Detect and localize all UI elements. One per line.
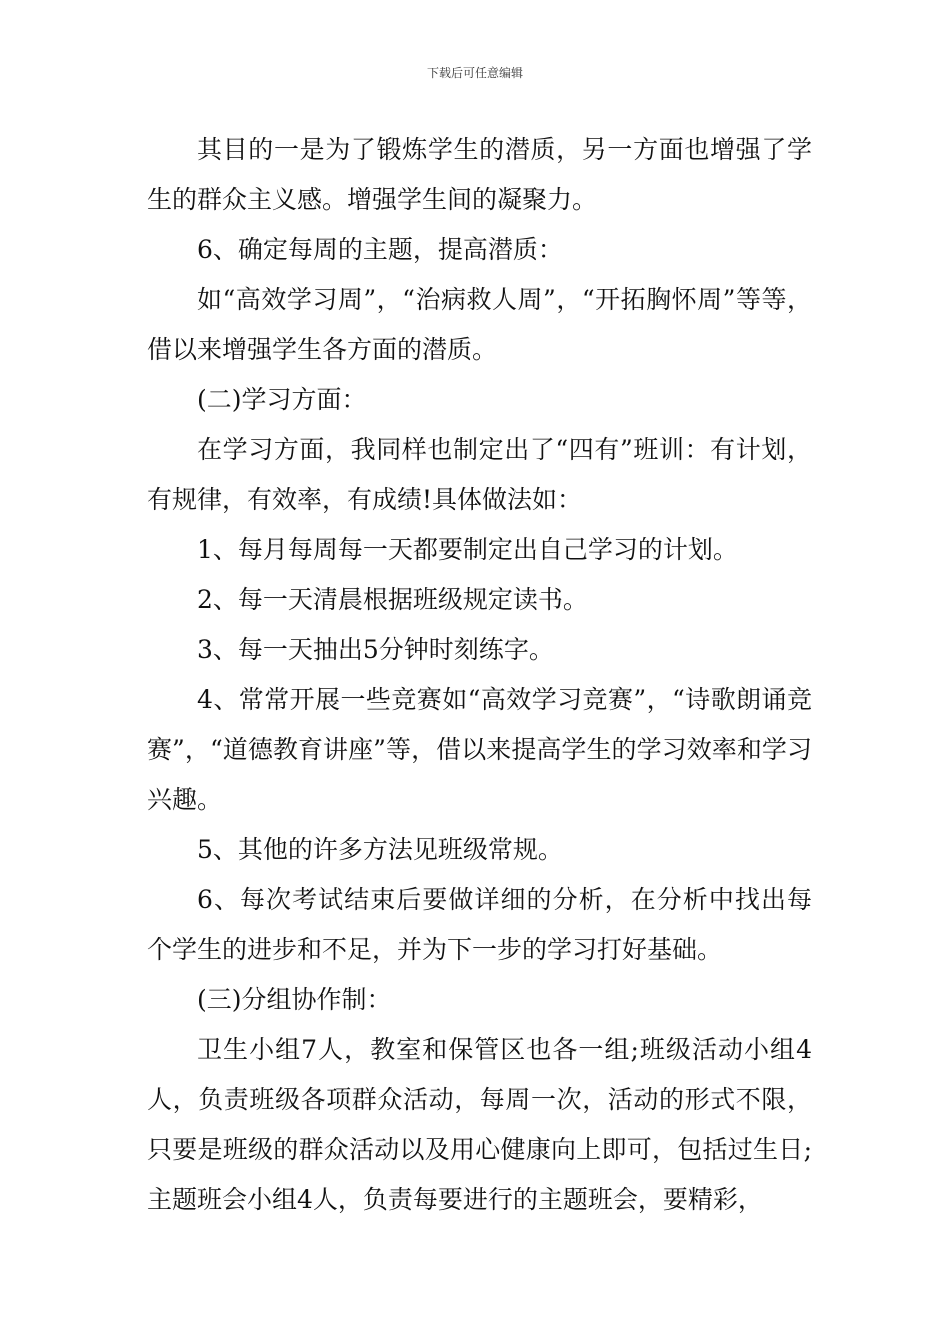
paragraph-purpose: 其目的一是为了锻炼学生的潜质，另一方面也增强了学生的群众主义感。增强学生间的凝聚力。 (147, 135, 812, 214)
document-body (147, 125, 812, 1225)
page-header: 下载后可任意编辑 (426, 66, 523, 80)
section-heading-groups: (三)分组协作制： (197, 985, 392, 1014)
paragraph-weekly-theme-examples: 如“高效学习周”，“治病救人周”，“开拓胸怀周”等等，借以来增强学生各方面的潜质。 (147, 285, 812, 364)
paragraph-study-motto: 在学习方面，我同样也制定出了“四有”班训：有计划，有规律，有效率，有成绩!具体做法如： (147, 435, 812, 514)
list-item-study-1: 1、每月每周每一天都要制定出自己学习的计划。 (197, 535, 738, 564)
section-heading-study: (二)学习方面： (197, 385, 367, 414)
paragraph-groups-detail: 卫生小组7人，教室和保管区也各一组;班级活动小组4人，负责班级各项群众活动，每周一次，活动的形式不限，只要是班级的群众活动以及用心健康向上即可，包括过生日;主题班会小组4人，负责每要进行的主题班会，要精彩， (147, 1035, 812, 1214)
paragraph-weekly-theme-heading: 6、确定每周的主题，提高潜质： (197, 235, 563, 264)
list-item-study-2: 2、每一天清晨根据班级规定读书。 (197, 585, 588, 614)
list-item-study-3: 3、每一天抽出5分钟时刻练字。 (197, 635, 554, 664)
list-item-study-5: 5、其他的许多方法见班级常规。 (197, 835, 563, 864)
list-item-study-6: 6、每次考试结束后要做详细的分析，在分析中找出每个学生的进步和不足，并为下一步的学习打好基础。 (147, 885, 812, 964)
list-item-study-4: 4、常常开展一些竞赛如“高效学习竞赛”，“诗歌朗诵竞赛”，“道德教育讲座”等，借以来提高学生的学习效率和学习兴趣。 (147, 685, 812, 814)
